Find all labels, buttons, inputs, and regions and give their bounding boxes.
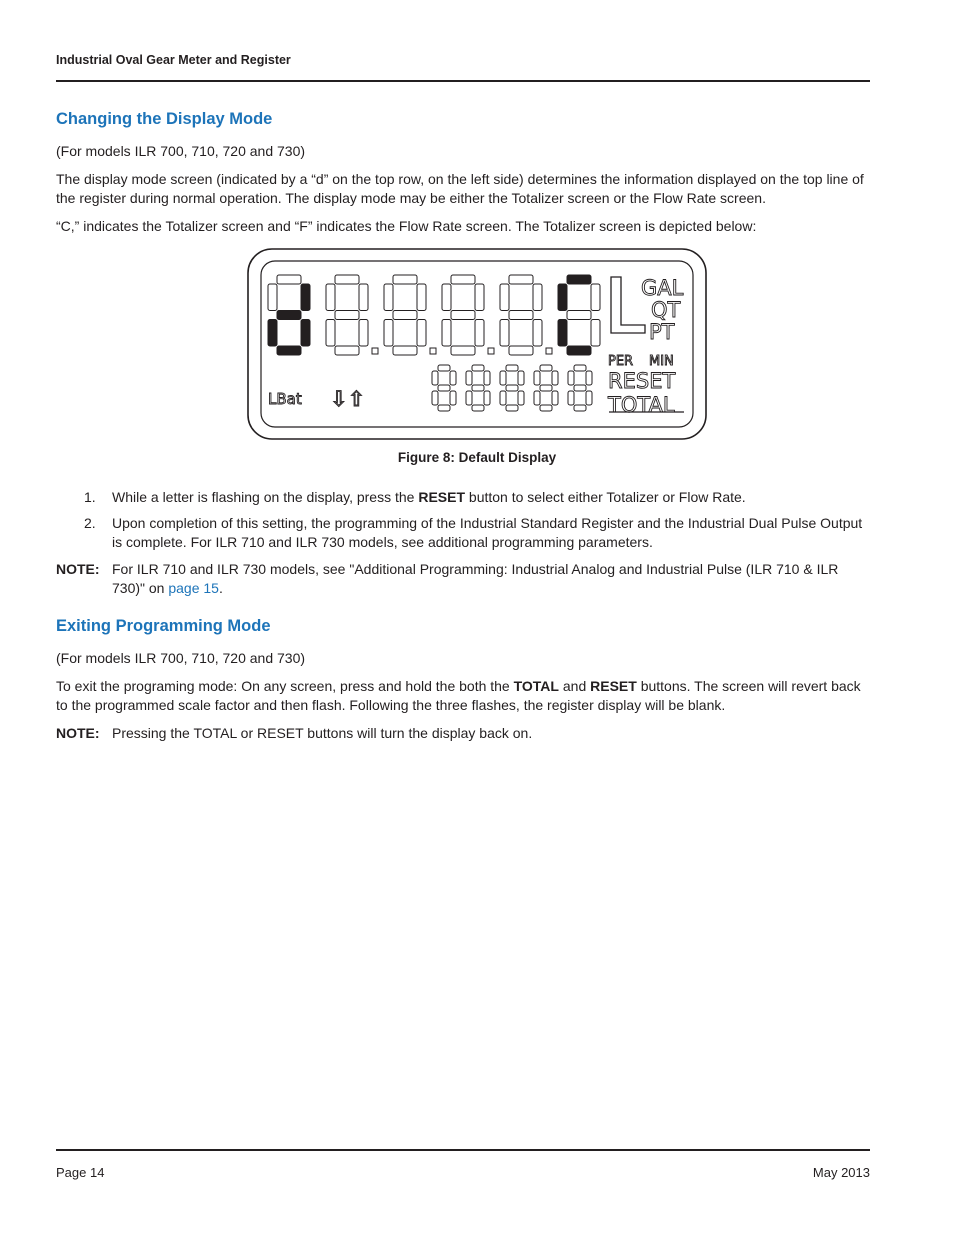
figure-caption: Figure 8: Default Display	[397, 450, 557, 465]
bottom-digit-4-segment-e	[534, 391, 540, 405]
top-digit-2-segment-c	[359, 320, 368, 347]
bottom-digit-2-segment-b	[484, 371, 490, 385]
page-number: Page 14	[56, 1165, 105, 1180]
top-digit-6-segment-d	[567, 346, 591, 355]
direction-arrows-icon: ⇩⇧	[330, 387, 366, 411]
bottom-digit-5	[568, 365, 592, 411]
top-digit-5-segment-c	[533, 320, 542, 347]
publication-date: May 2013	[812, 1165, 870, 1180]
top-digit-5	[500, 275, 542, 355]
top-digit-4	[442, 275, 484, 355]
unit-qt-label: QT	[651, 298, 681, 322]
top-digit-1-segment-b	[301, 284, 310, 311]
top-digit-1-segment-c	[301, 320, 310, 347]
bottom-digit-1-segment-e	[432, 391, 438, 405]
reset-keyword: RESET	[418, 489, 466, 505]
top-digit-6-segment-a	[567, 275, 591, 284]
bottom-digit-2-segment-c	[484, 391, 490, 405]
bottom-digit-3-segment-e	[500, 391, 506, 405]
bottom-digit-4-segment-a	[540, 365, 552, 371]
bottom-digit-3-segment-d	[506, 405, 518, 411]
bottom-digit-1-segment-f	[432, 371, 438, 385]
top-row-digits	[268, 275, 600, 355]
page-15-link[interactable]: page 15	[168, 579, 219, 596]
running-header: Industrial Oval Gear Meter and Register	[56, 53, 291, 67]
top-digit-6-segment-b	[591, 284, 600, 311]
bottom-digit-4	[534, 365, 558, 411]
models-note: (For models ILR 700, 710, 720 and 730)	[56, 143, 306, 159]
bottom-digit-2	[466, 365, 490, 411]
decimal-point-4	[546, 348, 552, 354]
reset-label: RESET	[608, 369, 676, 393]
top-digit-5-segment-e	[500, 320, 509, 347]
decimal-point-2	[430, 348, 436, 354]
top-digit-6-segment-c	[591, 320, 600, 347]
top-digit-2-segment-a	[335, 275, 359, 284]
top-digit-5-segment-a	[509, 275, 533, 284]
top-digit-1-segment-e	[268, 320, 277, 347]
top-digit-4-segment-d	[451, 346, 475, 355]
bottom-digit-2-segment-d	[472, 405, 484, 411]
bottom-digit-1	[432, 365, 456, 411]
top-digit-3-segment-b	[417, 284, 426, 311]
unit-gal-label: GAL	[641, 276, 684, 300]
total-keyword: TOTAL	[513, 678, 559, 694]
step-1-text: While a letter is flashing on the display, press the RESET button to select either Totalizer or Flow Rate.	[112, 489, 746, 505]
top-digit-3-segment-a	[393, 275, 417, 284]
paragraph-totalizer: “C,” indicates the Totalizer screen and “F” indicates the Flow Rate screen. The Totalizer screen is depicted below:	[56, 218, 757, 234]
top-digit-1	[268, 275, 310, 355]
step-1-number: 1.	[84, 489, 96, 505]
bottom-digit-3-segment-g	[506, 385, 518, 391]
top-digit-4-segment-e	[442, 320, 451, 347]
bottom-digit-5-segment-f	[568, 371, 574, 385]
top-digit-6-segment-e	[558, 320, 567, 347]
reset-keyword-2: RESET	[590, 678, 637, 694]
top-digit-1-segment-a	[277, 275, 301, 284]
step-2-number: 2.	[84, 515, 96, 531]
bottom-digit-2-segment-a	[472, 365, 484, 371]
bottom-digit-4-segment-b	[552, 371, 558, 385]
top-digit-4-segment-b	[475, 284, 484, 311]
top-digit-6-segment-f	[558, 284, 567, 311]
paragraph-exit-programming: To exit the programing mode: On any screen, press and hold the both the TOTAL and RESET buttons. The screen will revert back to the programmed scale factor and then flash. Following the three flashes, the register display will be blank.	[56, 678, 861, 713]
top-digit-5-segment-b	[533, 284, 542, 311]
note-additional-programming: For ILR 710 and ILR 730 models, see "Additional Programming: Industrial Analog and Industrial Pulse (ILR 710 & ILR 730)" on page 15.	[112, 561, 839, 596]
bottom-digit-2-segment-f	[466, 371, 472, 385]
bottom-digit-1-segment-a	[438, 365, 450, 371]
bottom-digit-3	[500, 365, 524, 411]
header-rule	[56, 80, 870, 82]
bottom-digit-3-segment-b	[518, 371, 524, 385]
note-label: NOTE:	[56, 561, 100, 577]
bottom-digit-1-segment-c	[450, 391, 456, 405]
top-digit-2-segment-f	[326, 284, 335, 311]
note-label-2: NOTE:	[56, 725, 100, 741]
top-digit-3	[384, 275, 426, 355]
bottom-digit-4-segment-g	[540, 385, 552, 391]
footer-rule	[56, 1149, 870, 1151]
top-digit-2-segment-g	[335, 311, 359, 320]
top-digit-4-segment-f	[442, 284, 451, 311]
top-digit-3-segment-f	[384, 284, 393, 311]
bottom-digit-5-segment-g	[574, 385, 586, 391]
top-digit-2-segment-e	[326, 320, 335, 347]
min-label: MIN	[649, 354, 674, 369]
top-digit-5-segment-f	[500, 284, 509, 311]
bottom-digit-3-segment-c	[518, 391, 524, 405]
top-digit-5-segment-g	[509, 311, 533, 320]
section-heading-display-mode: Changing the Display Mode	[56, 110, 273, 128]
bottom-digit-5-segment-e	[568, 391, 574, 405]
bottom-digit-4-segment-c	[552, 391, 558, 405]
top-digit-3-segment-c	[417, 320, 426, 347]
bottom-digit-4-segment-d	[540, 405, 552, 411]
bottom-digit-1-segment-d	[438, 405, 450, 411]
top-digit-6-segment-g	[567, 311, 591, 320]
bottom-digit-1-segment-g	[438, 385, 450, 391]
bottom-digit-4-segment-f	[534, 371, 540, 385]
per-label: PER	[608, 354, 634, 369]
bottom-digit-5-segment-c	[586, 391, 592, 405]
bottom-digit-5-segment-a	[574, 365, 586, 371]
top-digit-1-segment-d	[277, 346, 301, 355]
top-digit-3-segment-g	[393, 311, 417, 320]
top-digit-2	[326, 275, 368, 355]
decimal-point-3	[488, 348, 494, 354]
liter-outline-l	[611, 277, 645, 333]
note-display-back-on: Pressing the TOTAL or RESET buttons will turn the display back on.	[112, 725, 533, 741]
unit-pt-label: PT	[649, 320, 675, 344]
top-digit-6	[558, 275, 600, 355]
models-note-2: (For models ILR 700, 710, 720 and 730)	[56, 650, 306, 666]
paragraph-display-mode: The display mode screen (indicated by a “d” on the top row, on the left side) determines the information displayed on the top line of the register during normal operation. The display mode may be either the Totalizer screen or the Flow Rate screen.	[56, 171, 864, 206]
top-digit-5-segment-d	[509, 346, 533, 355]
decimal-point-1	[372, 348, 378, 354]
bottom-digit-3-segment-a	[506, 365, 518, 371]
bottom-digit-2-segment-e	[466, 391, 472, 405]
low-battery-label: LBat	[268, 390, 302, 408]
bottom-digit-5-segment-b	[586, 371, 592, 385]
bottom-digit-2-segment-g	[472, 385, 484, 391]
bottom-digit-1-segment-b	[450, 371, 456, 385]
top-digit-1-segment-g	[277, 311, 301, 320]
section-heading-exiting-programming: Exiting Programming Mode	[56, 617, 271, 635]
bottom-digit-5-segment-d	[574, 405, 586, 411]
top-digit-3-segment-d	[393, 346, 417, 355]
top-digit-2-segment-d	[335, 346, 359, 355]
bottom-digit-3-segment-f	[500, 371, 506, 385]
total-label: TOTAL	[608, 393, 675, 417]
step-2-text: Upon completion of this setting, the programming of the Industrial Standard Register and the Industrial Dual Pulse Output is complete. For ILR 710 and ILR 730 models, see additional programming parameters.	[112, 515, 863, 550]
top-digit-1-segment-f	[268, 284, 277, 311]
lcd-default-display-figure	[246, 247, 708, 441]
top-digit-4-segment-a	[451, 275, 475, 284]
bottom-row-digits	[432, 365, 592, 411]
top-digit-4-segment-g	[451, 311, 475, 320]
top-digit-4-segment-c	[475, 320, 484, 347]
top-digit-2-segment-b	[359, 284, 368, 311]
top-digit-3-segment-e	[384, 320, 393, 347]
